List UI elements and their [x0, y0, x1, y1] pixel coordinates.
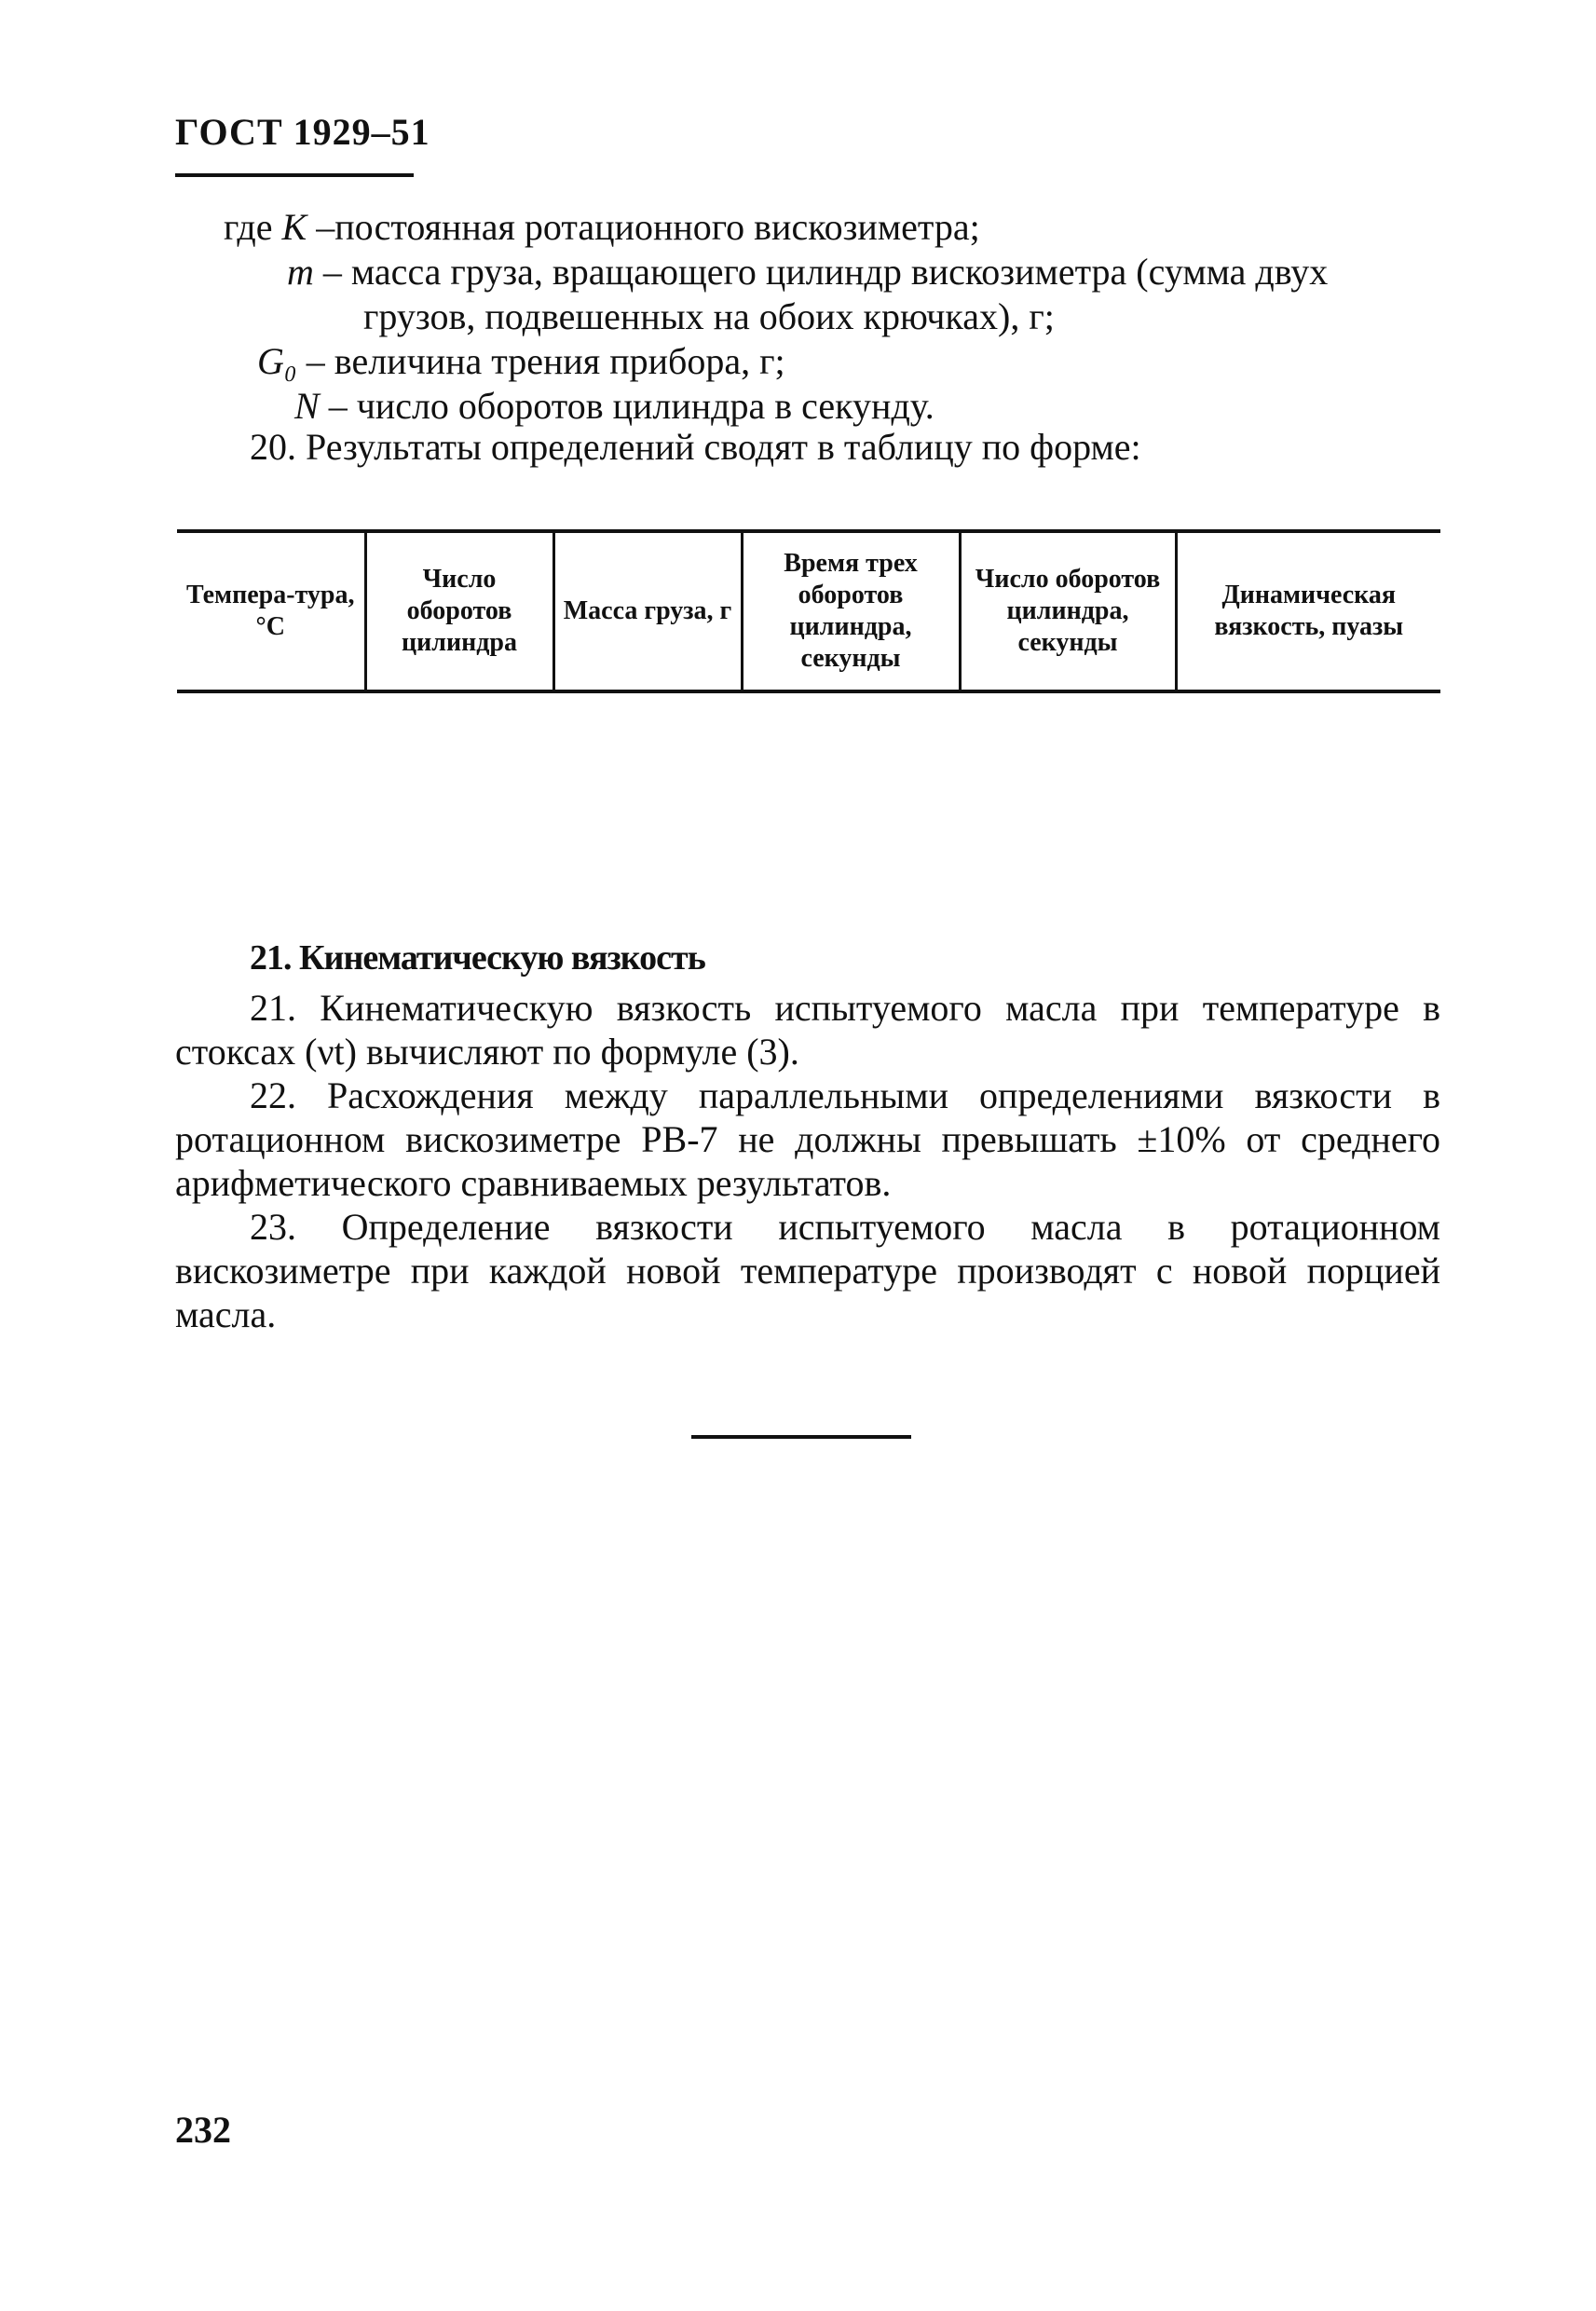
definition-text: постоянная ротационного вискозиметра;: [334, 206, 980, 248]
definition-symbol: K: [281, 206, 307, 248]
definition-dash: –: [296, 340, 334, 382]
definition-prefix: где: [224, 206, 282, 248]
table-header-cell: Число оборотов цилиндра, секунды: [960, 531, 1176, 691]
table-header-cell: Темпера-тура, °С: [185, 581, 355, 641]
definition-symbol: m: [287, 251, 314, 293]
definition-g0: [257, 339, 785, 384]
definition-n: [294, 384, 934, 429]
section-21-heading: 21. Кинематическую вязкость: [250, 938, 705, 978]
table-header-cell: Динамическая вязкость, пуазы: [1176, 531, 1440, 691]
definition-dash: –: [319, 385, 357, 427]
paragraph-20: 20. Результаты определений сводят в таблицу по форме:: [250, 426, 1141, 468]
definition-symbol: G₀: [257, 340, 297, 382]
definition-m-continued: [363, 294, 1055, 339]
definition-text: число оборотов цилиндра в секунду.: [356, 385, 934, 427]
definition-m: [287, 250, 1328, 294]
header-divider: [175, 173, 414, 177]
results-table-form: [177, 529, 1440, 693]
document-header: ГОСТ 1929–51: [175, 111, 430, 153]
definition-dash: –: [313, 251, 351, 293]
table-header-cell: Число оборотов цилиндра: [365, 531, 553, 691]
definition-symbol: N: [294, 385, 320, 427]
paragraph-22: 22. Расхождения между параллельными определениями вязкости в ротационном вискозиметре РВ-7 не должны превышать ±10% от среднего арифметического сравниваемых результатов.: [175, 1074, 1440, 1204]
results-table: [177, 529, 1440, 693]
paragraph-23: 23. Определение вязкости испытуемого масла в ротационном вискозиметре при каждой новой температуре производят с новой порцией масла.: [175, 1206, 1440, 1335]
table-header-row: [177, 531, 1440, 691]
definition-dash: –: [307, 206, 335, 248]
end-divider: [691, 1435, 911, 1439]
paragraph-21: 21. Кинематическую вязкость испытуемого масла при температуре в стоксах (νt) вычисляют по формуле (3).: [175, 987, 1440, 1073]
page-number: 232: [175, 2109, 231, 2151]
definition-text: грузов, подвешенных на обоих крючках), г;: [363, 295, 1055, 337]
body-paragraphs: [175, 986, 1440, 1336]
definition-k: [224, 205, 980, 250]
table-header-cell: Время трех оборотов цилиндра, секунды: [742, 531, 960, 691]
definition-text: величина трения прибора, г;: [334, 340, 785, 382]
definition-text: масса груза, вращающего цилиндр вискозиметра (сумма двух: [350, 251, 1329, 293]
table-header-cell: Масса груза, г: [553, 531, 742, 691]
